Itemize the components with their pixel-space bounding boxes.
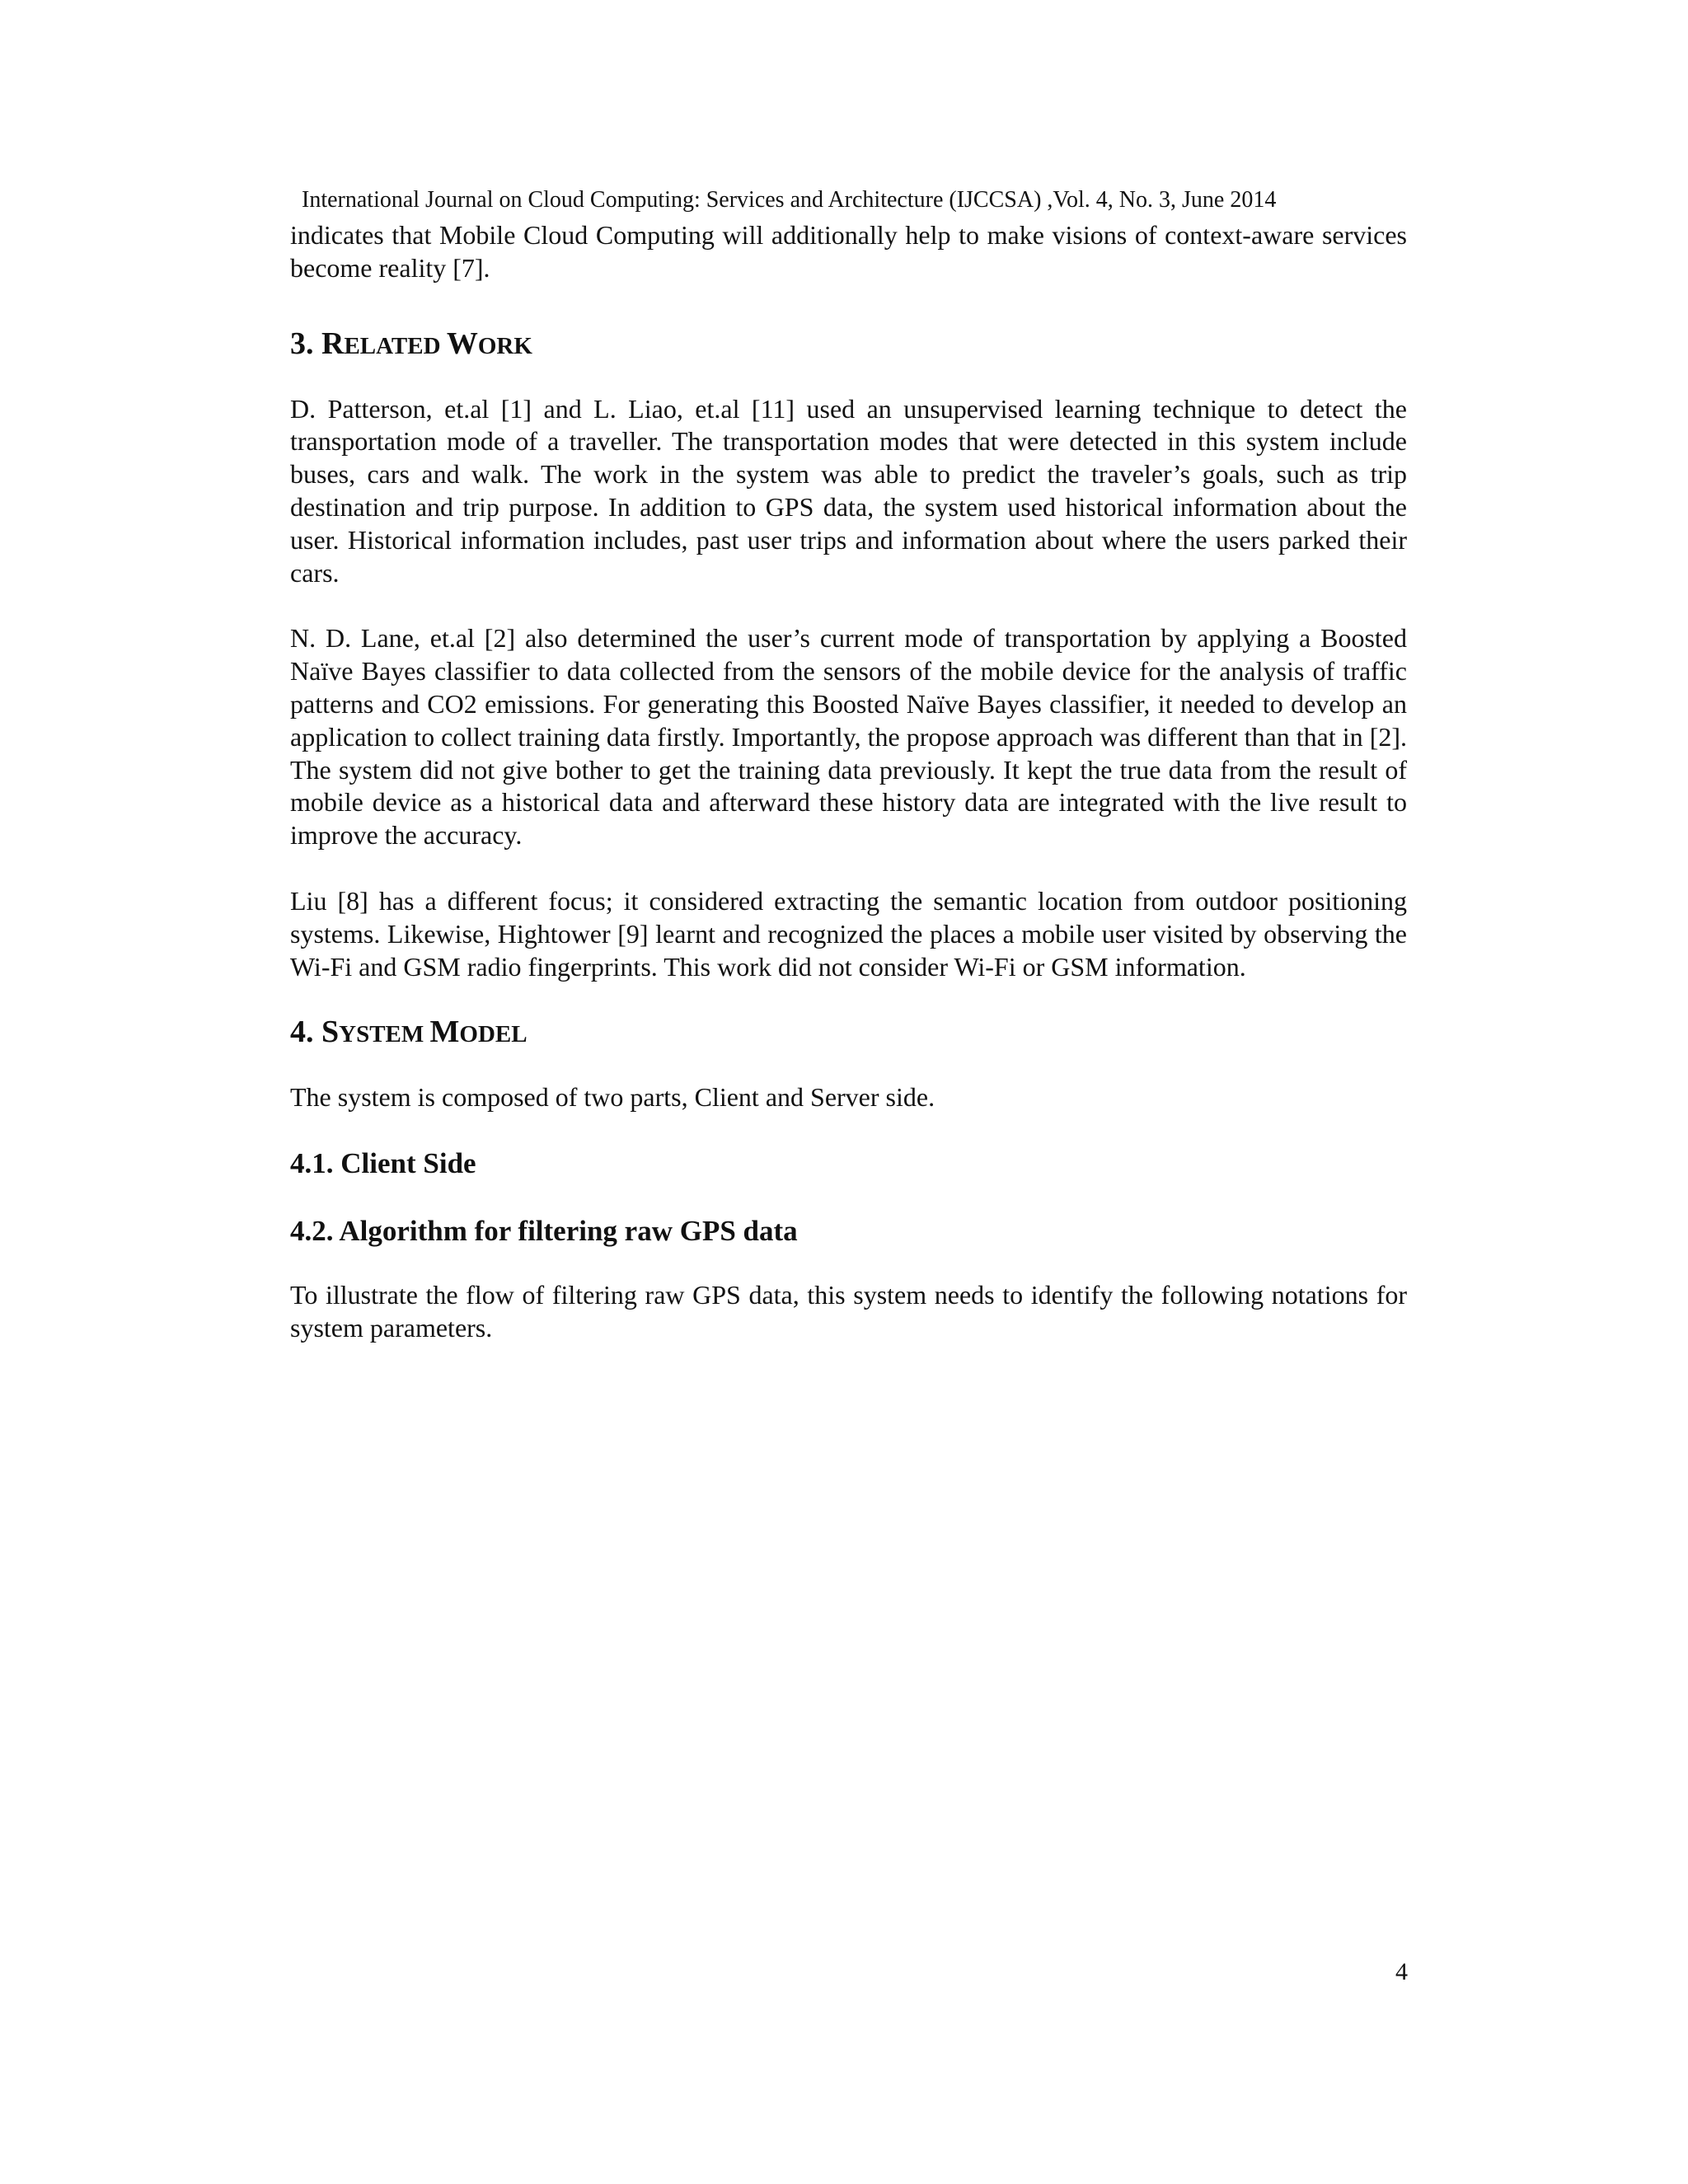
section-4-title-initial-2: M	[429, 1015, 460, 1050]
subsection-4-2-heading: 4.2. Algorithm for filtering raw GPS data	[290, 1215, 798, 1248]
section-4-heading	[290, 1013, 1407, 1053]
section-3-title-initial-2: W	[446, 326, 478, 361]
page-number: 4	[1395, 1958, 1408, 1985]
section-4-title-smallcaps-1: YSTEM	[339, 1021, 430, 1048]
related-work-paragraph-1: D. Patterson, et.al [1] and L. Liao, et.al [11] used an unsupervised learning technique to detect the transportation mode of a traveller. The transportation modes that were detected in this system include buses, cars and walk. The work in the system was able to predict the traveler’s goals, such as trip destination and trip purpose. In addition to GPS data, the system used historical information about the user. Historical information includes, past user trips and information about where the users parked their cars.	[290, 393, 1407, 588]
section-4-title-smallcaps-2: ODEL	[459, 1021, 528, 1048]
subsection-4-1-heading: 4.1. Client Side	[290, 1147, 476, 1180]
section-3-heading	[290, 325, 1407, 365]
intro-paragraph: indicates that Mobile Cloud Computing will additionally help to make visions of context-aware services become reality [7].	[290, 220, 1407, 283]
section-3-title-smallcaps-2: ORK	[477, 332, 532, 359]
journal-running-header: International Journal on Cloud Computing: Services and Architecture (IJCCSA) ,Vol. 4, No. 3, June 2014	[302, 187, 1277, 213]
related-work-paragraph-2: N. D. Lane, et.al [2] also determined the user’s current mode of transportation by applying a Boosted Naïve Bayes classifier to data collected from the sensors of the mobile device for the analysis of traffic patterns and CO2 emissions. For generating this Boosted Naïve Bayes classifier, it needed to develop an application to collect training data firstly. Importantly, the propose approach was different than that in [2]. The system did not give bother to get the training data previously. It kept the true data from the result of mobile device as a historical data and afterward these history data are integrated with the live result to improve the accuracy.	[290, 623, 1407, 851]
page-content	[290, 219, 1407, 1345]
section-3-number: 3.	[290, 326, 321, 361]
section-3-title-smallcaps-1: ELATED	[344, 332, 447, 359]
section-4-title-initial-1: S	[321, 1015, 340, 1050]
related-work-paragraph-3: Liu [8] has a different focus; it considered extracting the semantic location from outdoor positioning systems. Likewise, Hightower [9] learnt and recognized the places a mobile user visited by observing the Wi-Fi and GSM radio fingerprints. This work did not consider Wi-Fi or GSM information.	[290, 885, 1407, 982]
algorithm-paragraph: To illustrate the flow of filtering raw GPS data, this system needs to identify the following notations for system parameters.	[290, 1280, 1407, 1343]
system-model-paragraph: The system is composed of two parts, Client and Server side.	[290, 1082, 935, 1113]
section-4-number: 4.	[290, 1015, 321, 1050]
section-3-title-initial-1: R	[321, 326, 345, 361]
